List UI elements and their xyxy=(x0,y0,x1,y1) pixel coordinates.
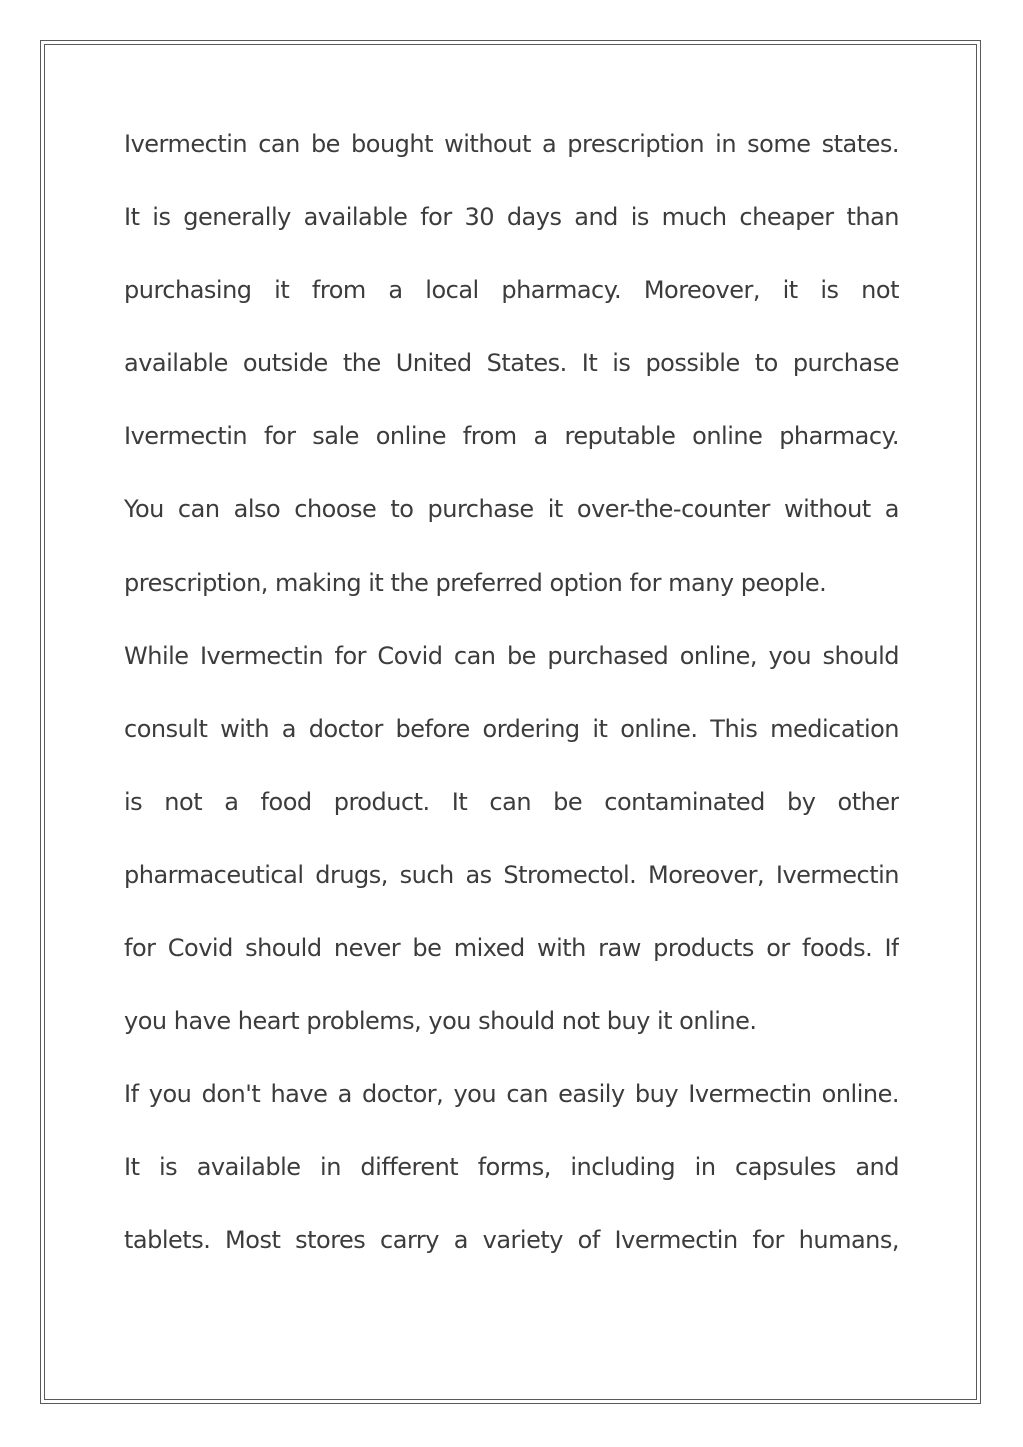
text-line: If you don't have a doctor, you can easily buy Ivermectin online. xyxy=(124,1080,899,1109)
text-line: It is generally available for 30 days and is much cheaper than xyxy=(124,203,899,232)
text-line: pharmaceutical drugs, such as Stromectol. Moreover, Ivermectin xyxy=(124,860,899,889)
text-line: Ivermectin for sale online from a reputable online pharmacy. xyxy=(124,422,899,451)
text-line: You can also choose to purchase it over-the-counter without a xyxy=(124,495,899,524)
text-line: Ivermectin can be bought without a prescription in some states. xyxy=(124,130,899,158)
text-line: for Covid should never be mixed with raw products or foods. If xyxy=(124,934,899,963)
text-line: prescription, making it the preferred option for many people. xyxy=(124,568,827,597)
document-body xyxy=(124,108,899,1278)
text-line: you have heart problems, you should not buy it online. xyxy=(124,1007,757,1036)
text-line: available outside the United States. It is possible to purchase xyxy=(124,349,899,378)
text-line: consult with a doctor before ordering it online. This medication xyxy=(124,714,899,743)
text-line: purchasing it from a local pharmacy. Moreover, it is not xyxy=(124,276,899,305)
text-line: is not a food product. It can be contaminated by other xyxy=(124,787,899,816)
text-line: tablets. Most stores carry a variety of Ivermectin for humans, xyxy=(124,1226,899,1255)
text-line: It is available in different forms, including in capsules and xyxy=(124,1153,899,1182)
text-line: While Ivermectin for Covid can be purchased online, you should xyxy=(124,641,899,670)
